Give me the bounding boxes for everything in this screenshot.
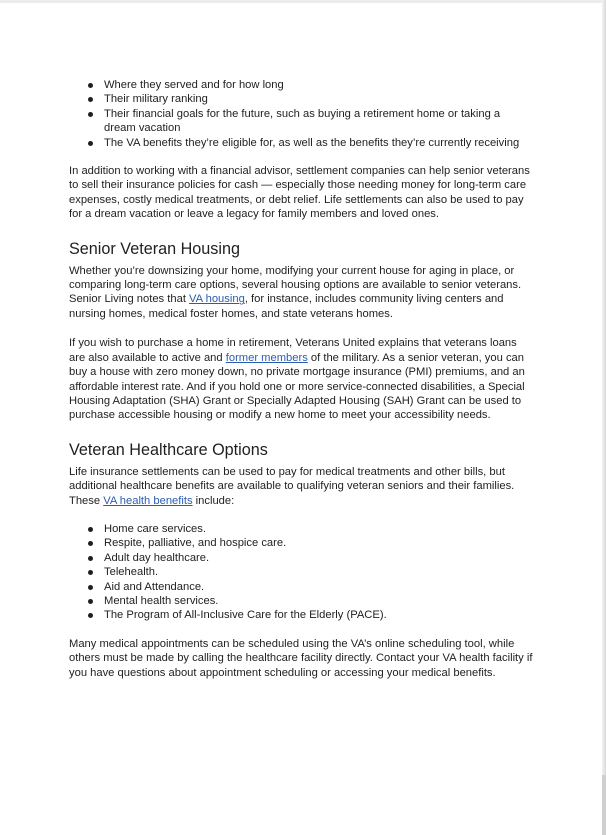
va-housing-link[interactable]: VA housing	[189, 293, 245, 306]
scan-corner-shadow	[602, 775, 606, 835]
list-item: Respite, palliative, and hospice care.	[104, 536, 534, 550]
home-purchase-paragraph	[69, 336, 534, 422]
section-heading-housing: Senior Veteran Housing	[69, 239, 240, 258]
list-item: Their financial goals for the future, such as buying a retirement home or taking a dream vacation	[104, 107, 534, 136]
list-item: Telehealth.	[104, 565, 534, 579]
housing-text-before: Whether you’re downsizing your home, modifying your current house for aging in place, or comparing long-term care options, several housing options are available to senior veterans. Senior Living notes that	[69, 264, 522, 306]
va-health-benefits-link[interactable]: VA health benefits	[103, 494, 193, 507]
purchase-text-after: of the military. As a senior veteran, you can buy a house with zero money down, no private mortgage insurance (PMI) premiums, and an affordable interest rate. And if you hold one or more service-connected disabilities, a Special Housing Adaptation (SHA) Grant or Specially Adapted Housing (SAH) Grant can be used to purchase accessible housing or modify a new home to meet your accessibility needs.	[69, 351, 525, 422]
housing-text-after: , for instance, includes community living centers and nursing homes, medical foster homes, and state veterans homes.	[69, 293, 504, 320]
scheduling-paragraph: Many medical appointments can be scheduled using the VA’s online scheduling tool, while others must be made by calling the healthcare facility directly. Contact your VA health facility if you have questions about appointment scheduling or accessing your medical benefits.	[69, 637, 533, 679]
list-item: Home care services.	[104, 522, 534, 536]
healthcare-intro-paragraph	[69, 465, 534, 508]
document-body	[69, 78, 534, 680]
section-heading-healthcare: Veteran Healthcare Options	[69, 440, 268, 459]
list-item: The VA benefits they’re eligible for, as well as the benefits they’re currently receiving	[104, 136, 534, 150]
health-benefits-list	[69, 522, 534, 623]
list-item: The Program of All-Inclusive Care for the Elderly (PACE).	[104, 608, 534, 622]
list-item: Adult day healthcare.	[104, 551, 534, 565]
list-item: Their military ranking	[104, 92, 534, 106]
settlement-paragraph: In addition to working with a financial advisor, settlement companies can help senior veterans to sell their insurance policies for cash — especially those needing money for long-term care expenses, costly medical treatments, or debt relief. Life settlements can also be used to pay for a dream vacation or leave a legacy for family members and loved ones.	[69, 165, 530, 221]
former-members-link[interactable]: former members	[225, 351, 308, 364]
list-item: Aid and Attendance.	[104, 580, 534, 594]
healthcare-text-after: include:	[192, 494, 235, 507]
scan-edge-right	[602, 0, 606, 835]
housing-paragraph	[69, 264, 534, 322]
list-item: Where they served and for how long	[104, 78, 534, 92]
scan-edge-top	[0, 0, 606, 3]
list-item: Mental health services.	[104, 594, 534, 608]
veteran-info-list	[69, 78, 534, 150]
healthcare-text-before: Life insurance settlements can be used to pay for medical treatments and other bills, but additional healthcare benefits are available to qualifying veteran seniors and their families. These	[69, 465, 515, 507]
purchase-text-before: If you wish to purchase a home in retirement, Veterans United explains that veterans loans are also available to active and	[69, 337, 517, 364]
